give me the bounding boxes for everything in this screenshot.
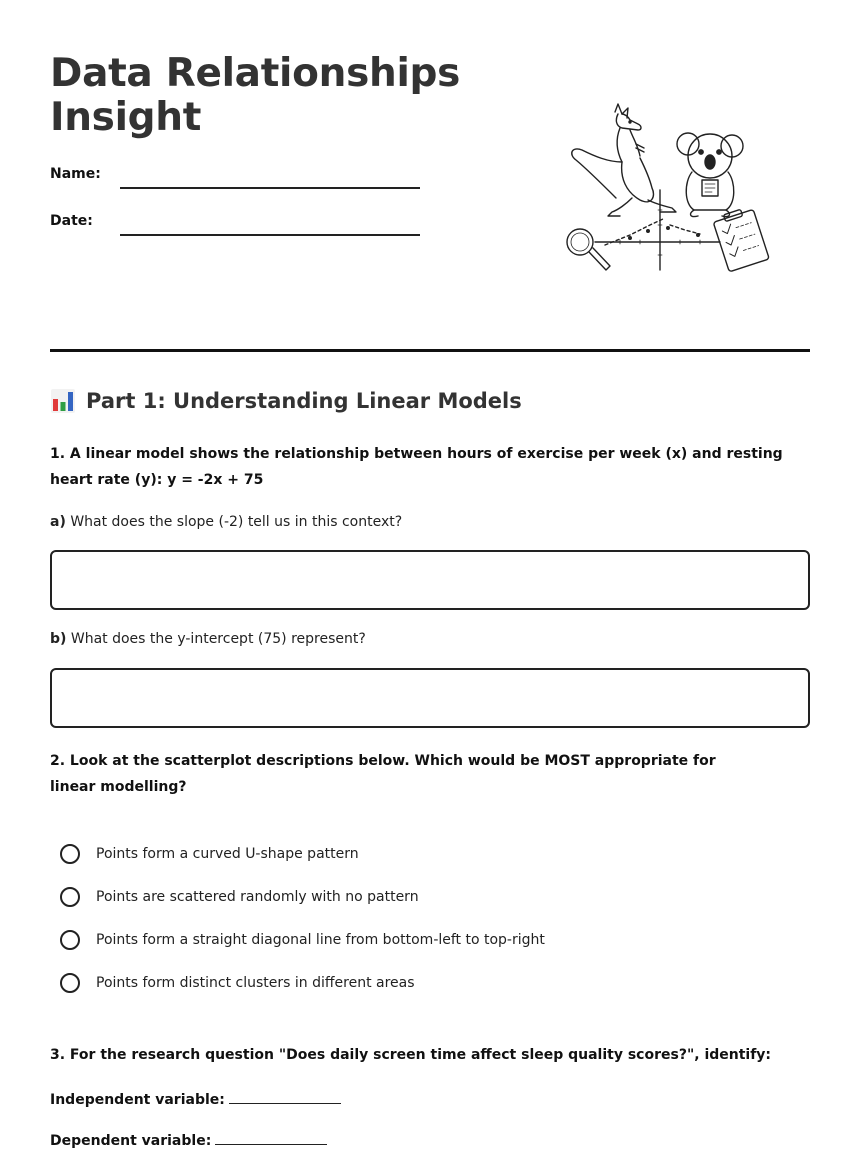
independent-variable-line [50, 1089, 341, 1108]
radio-button[interactable] [60, 973, 80, 993]
option-label: Points form a straight diagonal line from bottom-left to top-right [96, 932, 545, 948]
page-title [50, 52, 470, 140]
question-1a [50, 514, 402, 530]
clipboard-icon [712, 206, 769, 272]
question-1-prompt: 1. A linear model shows the relationship between hours of exercise per week (x) and resting heart rate (y): y = -2x + 75 [50, 446, 783, 488]
question-2-prompt: 2. Look at the scatterplot descriptions below. Which would be MOST appropriate for linear modelling? [50, 753, 716, 795]
question-1a-label: a) [50, 514, 66, 530]
name-field[interactable] [120, 187, 420, 189]
scatter-axes-icon [595, 190, 720, 270]
option-label: Points are scattered randomly with no pattern [96, 889, 419, 905]
header-illustration [560, 100, 775, 280]
date-label: Date: [50, 213, 93, 229]
option-b[interactable] [60, 887, 419, 907]
question-1a-text: What does the slope (-2) tell us in this context? [70, 514, 403, 530]
dependent-variable-blank[interactable] [215, 1130, 327, 1145]
dependent-variable-line [50, 1130, 327, 1149]
radio-button[interactable] [60, 844, 80, 864]
date-field[interactable] [120, 234, 420, 236]
answer-box-1a[interactable] [50, 550, 810, 610]
option-d[interactable] [60, 973, 415, 993]
radio-button[interactable] [60, 887, 80, 907]
title-line-2: Insight [50, 95, 202, 140]
option-label: Points form distinct clusters in different areas [96, 975, 415, 991]
koala-icon [677, 133, 743, 217]
title-line-1: Data Relationships [50, 51, 461, 96]
name-label: Name: [50, 166, 101, 182]
part1-title: Part 1: Understanding Linear Models [86, 389, 522, 413]
question-1b-label: b) [50, 631, 67, 647]
option-c[interactable] [60, 930, 545, 950]
question-3-prompt: 3. For the research question "Does daily screen time affect sleep quality scores?", identify: [50, 1047, 772, 1063]
question-1b-text: What does the y-intercept (75) represent? [70, 631, 366, 647]
bar-chart-icon [50, 388, 76, 414]
option-a[interactable] [60, 844, 359, 864]
part1-heading [50, 388, 522, 414]
magnifying-glass-icon [567, 229, 610, 270]
question-1b [50, 631, 366, 647]
header-divider [50, 349, 810, 352]
option-label: Points form a curved U-shape pattern [96, 846, 359, 862]
radio-button[interactable] [60, 930, 80, 950]
dependent-variable-label: Dependent variable: [50, 1133, 212, 1149]
independent-variable-blank[interactable] [229, 1089, 341, 1104]
answer-box-1b[interactable] [50, 668, 810, 728]
independent-variable-label: Independent variable: [50, 1092, 225, 1108]
